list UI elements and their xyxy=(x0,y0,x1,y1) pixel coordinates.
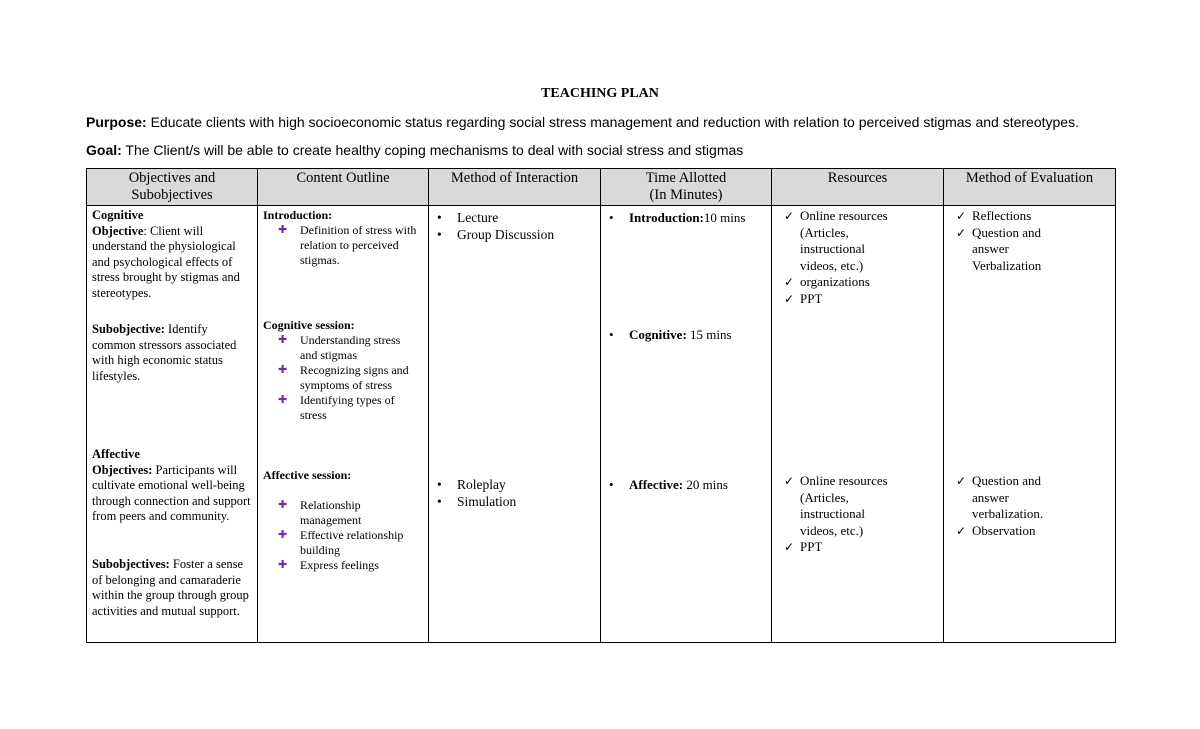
cognitive-subobjective-block: Subobjective: Identify common stressors associated with high economic status lifestyles. xyxy=(92,322,237,383)
checkmark-icon: ✓ xyxy=(956,225,967,240)
resources-list-second xyxy=(772,473,943,556)
list-item: ✓ Question and answer verbalization. xyxy=(956,473,1044,521)
method-list-first xyxy=(429,209,600,243)
arrow-bullet-icon: ✚ xyxy=(278,394,288,406)
checkmark-icon: ✓ xyxy=(956,474,967,488)
arrow-bullet-icon: ✚ xyxy=(278,224,288,236)
time-intro xyxy=(601,209,771,226)
affective-objective-block: Affective Objectives: Participants will cultivate emotional well-being through connection and support from peers and community. xyxy=(92,447,251,523)
evaluation-list-first xyxy=(944,208,1115,274)
cognitive-session-list xyxy=(263,333,424,423)
checkmark-icon: ✓ xyxy=(956,523,967,538)
page-title: TEACHING PLAN xyxy=(541,86,659,101)
list-item: ✚ Understanding stress and stigmas xyxy=(278,333,401,362)
header-time-allotted: Time Allotted (In Minutes) xyxy=(601,169,772,206)
list-item: • Cognitive: 15 mins xyxy=(609,327,732,342)
list-item: ✓ organizations xyxy=(784,274,870,289)
list-item: • Simulation xyxy=(437,494,517,509)
list-item: ✚ Identifying types of stress xyxy=(278,393,395,422)
affective-session-list xyxy=(263,498,424,573)
affective-subobjective-block: Subobjectives: Foster a sense of belonging and camaraderie within the group through group activities and mutual support. xyxy=(92,557,249,618)
cognitive-objective-block: Cognitive Objective: Client will understand the physiological and psychological effects of stress brought by stigmas and stereotypes. xyxy=(92,208,240,300)
arrow-bullet-icon: ✚ xyxy=(278,499,288,511)
method-of-evaluation-cell xyxy=(944,206,1116,643)
list-item: • Affective: 20 mins xyxy=(609,477,728,492)
arrow-bullet-icon: ✚ xyxy=(278,559,288,571)
content-outline-cell xyxy=(258,206,429,643)
header-method-of-interaction: Method of Interaction xyxy=(429,169,601,206)
resources-cell xyxy=(772,206,944,643)
checkmark-icon: ✓ xyxy=(956,209,967,223)
list-item: ✓ Question and answer Verbalization xyxy=(956,224,1042,273)
header-objectives: Objectives and Subobjectives xyxy=(87,169,258,206)
method-of-interaction-cell xyxy=(429,206,601,643)
goal-line xyxy=(86,142,743,158)
arrow-bullet-icon: ✚ xyxy=(278,334,288,346)
list-item: ✓ PPT xyxy=(784,539,823,554)
time-cognitive xyxy=(601,326,771,343)
table-header-row xyxy=(87,169,1116,206)
list-item: ✚ Relationship management xyxy=(278,498,362,527)
list-item: • Roleplay xyxy=(437,477,506,492)
list-item: ✓ Online resources (Articles, instructional videos, etc.) xyxy=(784,208,888,273)
intro-list xyxy=(263,223,424,268)
table-row xyxy=(87,206,1116,643)
checkmark-icon: ✓ xyxy=(784,275,795,289)
header-resources: Resources xyxy=(772,169,944,206)
evaluation-list-second xyxy=(944,473,1115,539)
purpose-text: Educate clients with high socioeconomic status regarding social stress management and reduction with relation to perceived stigmas and stereotypes. xyxy=(146,114,1079,130)
checkmark-icon: ✓ xyxy=(784,291,795,306)
arrow-bullet-icon: ✚ xyxy=(278,364,288,376)
time-affective xyxy=(601,476,771,493)
checkmark-icon: ✓ xyxy=(784,540,795,554)
list-item: ✚ Effective relationship building xyxy=(278,528,404,557)
checkmark-icon: ✓ xyxy=(784,209,795,223)
list-item: ✚ Express feelings xyxy=(278,558,379,572)
list-item: ✚ Recognizing signs and symptoms of stress xyxy=(278,363,409,392)
list-item: ✓ Reflections xyxy=(956,208,1032,223)
goal-text: The Client/s will be able to create healthy coping mechanisms to deal with social stress and stigmas xyxy=(121,142,744,158)
list-item: ✓ Online resources (Articles, instructional videos, etc.) xyxy=(784,473,888,538)
purpose-label: Purpose: xyxy=(86,114,147,130)
intro-section: Introduction: ✚ Definition of stress with relation to perceived stigmas. xyxy=(258,208,428,268)
header-method-of-evaluation: Method of Evaluation xyxy=(944,169,1116,206)
objectives-cell xyxy=(87,206,258,643)
resources-list-first xyxy=(772,208,943,307)
header-content-outline: Content Outline xyxy=(258,169,429,206)
list-item: ✓ Observation xyxy=(956,522,1036,538)
list-item: • Introduction:10 mins xyxy=(609,210,746,225)
method-list-second xyxy=(429,476,600,510)
checkmark-icon: ✓ xyxy=(784,474,795,488)
list-item: • Lecture xyxy=(437,210,499,225)
list-item: ✓ PPT xyxy=(784,290,823,306)
time-allotted-cell xyxy=(601,206,772,643)
list-item: ✚ Definition of stress with relation to perceived stigmas. xyxy=(278,223,417,267)
purpose-line xyxy=(86,114,1079,130)
list-item: • Group Discussion xyxy=(437,227,555,242)
arrow-bullet-icon: ✚ xyxy=(278,529,288,541)
cognitive-session-section: Cognitive session: ✚ Understanding stress and stigmas ✚ Recognizing signs and symptoms of stress ✚ Identifying types of stress xyxy=(258,318,428,423)
teaching-plan-table xyxy=(86,168,1116,643)
goal-label: Goal: xyxy=(86,142,122,158)
affective-session-section: Affective session: ✚ Relationship management ✚ Effective relationship building ✚ Express feelings xyxy=(258,468,428,573)
